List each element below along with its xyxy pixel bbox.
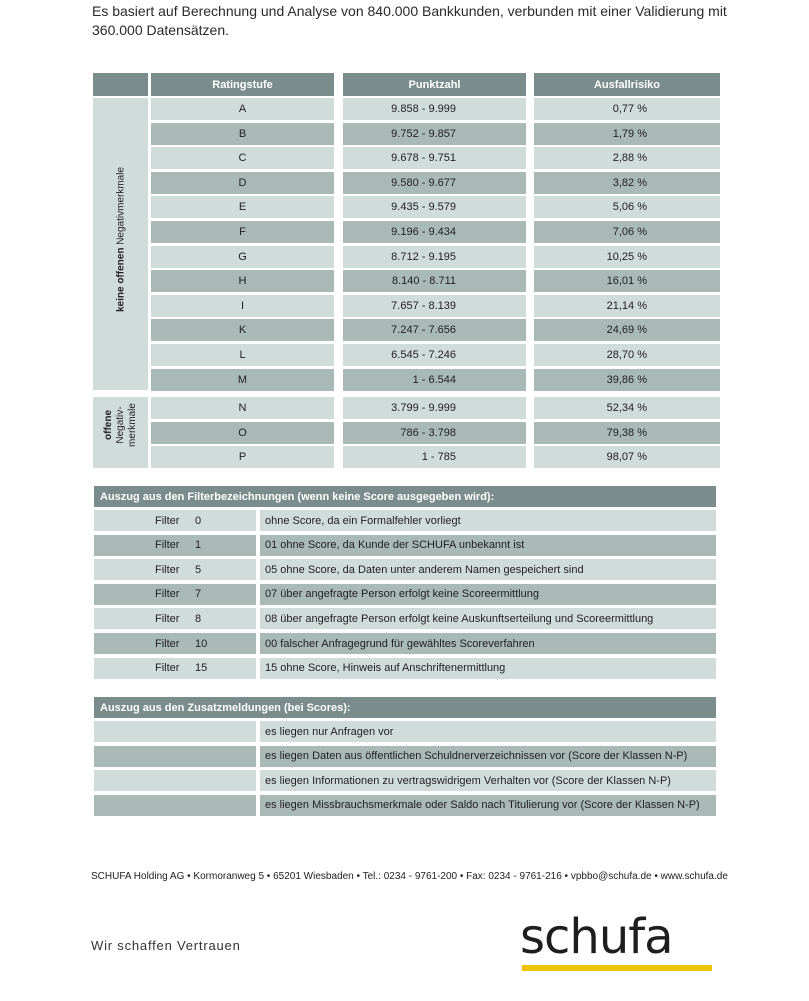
- rating-risk: 2,88 %: [534, 147, 720, 169]
- rating-grade: K: [151, 319, 334, 341]
- rating-points: 9.858 - 9.999: [343, 98, 526, 120]
- additional-section: [94, 697, 716, 819]
- filter-description: ohne Score, da ein Formalfehler vorliegt: [260, 510, 716, 531]
- filter-number: 1: [195, 539, 202, 552]
- filter-section: [94, 486, 716, 676]
- filter-label: Filter: [155, 588, 180, 601]
- intro-text: Es basiert auf Berechnung und Analyse von 840.000 Bankkunden, verbunden mit einer Validierung mit 360.000 Datensätzen.: [92, 3, 727, 38]
- filter-description: 01 ohne Score, da Kunde der SCHUFA unbekannt ist: [260, 535, 716, 556]
- rating-risk: 98,07 %: [534, 446, 720, 468]
- rating-risk: 16,01 %: [534, 270, 720, 292]
- rating-grade: P: [151, 446, 334, 468]
- rating-grade: D: [151, 172, 334, 194]
- tagline: Wir schaffen Vertrauen: [91, 938, 241, 953]
- filter-code: [94, 510, 256, 531]
- rating-points: 7.247 - 7.656: [343, 319, 526, 341]
- rating-grade: C: [151, 147, 334, 169]
- filter-description: 07 über angefragte Person erfolgt keine Scoreermittlung: [260, 584, 716, 605]
- additional-description: es liegen Daten aus öffentlichen Schuldnerverzeichnissen vor (Score der Klassen N-P): [260, 746, 716, 767]
- group-no-negative: [93, 98, 148, 390]
- rating-grade: B: [151, 123, 334, 145]
- filter-number: 7: [195, 588, 202, 601]
- rating-grade: H: [151, 270, 334, 292]
- rating-grade: A: [151, 98, 334, 120]
- rating-risk: 3,82 %: [534, 172, 720, 194]
- filter-label: Filter: [155, 514, 180, 527]
- filter-label: Filter: [155, 612, 180, 625]
- rating-risk: 28,70 %: [534, 344, 720, 366]
- rating-grade: I: [151, 295, 334, 317]
- filter-code: [94, 535, 256, 556]
- rating-risk: 1,79 %: [534, 123, 720, 145]
- filter-code: [94, 658, 256, 679]
- filter-title: Auszug aus den Filterbezeichnungen (wenn keine Score ausgegeben wird):: [94, 486, 716, 507]
- rating-risk: 79,38 %: [534, 422, 720, 444]
- filter-label: Filter: [155, 637, 180, 650]
- rating-points: 1 - 785: [343, 446, 526, 468]
- rating-grade: N: [151, 397, 334, 419]
- group-negative-label: offene Negativ- merkmale: [103, 403, 138, 447]
- additional-code: [94, 795, 256, 816]
- rating-points: 8.712 - 9.195: [343, 246, 526, 268]
- rating-points: 6.545 - 7.246: [343, 344, 526, 366]
- rating-risk: 21,14 %: [534, 295, 720, 317]
- rating-grade: G: [151, 246, 334, 268]
- rating-grade: O: [151, 422, 334, 444]
- filter-number: 15: [195, 662, 208, 675]
- rating-points: 9.752 - 9.857: [343, 123, 526, 145]
- additional-description: es liegen Missbrauchsmerkmale oder Saldo nach Titulierung vor (Score der Klassen N-P): [260, 795, 716, 816]
- footer-address: SCHUFA Holding AG • Kormoranweg 5 • 65201 Wiesbaden • Tel.: 0234 - 9761-200 • Fax: 0234 - 9761-216 • vpbbo@schufa.de • www.schufa.de: [91, 871, 728, 882]
- filter-number: 0: [195, 514, 202, 527]
- additional-title: Auszug aus den Zusatzmeldungen (bei Scores):: [94, 697, 716, 718]
- additional-code: [94, 746, 256, 767]
- rating-risk: 10,25 %: [534, 246, 720, 268]
- rating-risk: 39,86 %: [534, 369, 720, 391]
- filter-description: 08 über angefragte Person erfolgt keine Auskunftserteilung und Scoreermittlung: [260, 608, 716, 629]
- header-risk: Ausfallrisiko: [534, 73, 720, 96]
- rating-grade: F: [151, 221, 334, 243]
- filter-description: 05 ohne Score, da Daten unter anderem Namen gespeichert sind: [260, 559, 716, 580]
- rating-grade: L: [151, 344, 334, 366]
- rating-risk: 24,69 %: [534, 319, 720, 341]
- header-grade: Ratingstufe: [151, 73, 334, 96]
- rating-points: 3.799 - 9.999: [343, 397, 526, 419]
- additional-code: [94, 721, 256, 742]
- rating-risk: 0,77 %: [534, 98, 720, 120]
- logo-bar: [522, 965, 712, 971]
- rating-grade: E: [151, 196, 334, 218]
- filter-number: 8: [195, 612, 202, 625]
- filter-code: [94, 584, 256, 605]
- additional-code: [94, 770, 256, 791]
- rating-risk: 5,06 %: [534, 196, 720, 218]
- rating-risk: 52,34 %: [534, 397, 720, 419]
- filter-description: 00 falscher Anfragegrund für gewähltes Scoreverfahren: [260, 633, 716, 654]
- rating-points: 9.678 - 9.751: [343, 147, 526, 169]
- filter-code: [94, 559, 256, 580]
- filter-label: Filter: [155, 539, 180, 552]
- additional-description: es liegen Informationen zu vertragswidrigem Verhalten vor (Score der Klassen N-P): [260, 770, 716, 791]
- filter-label: Filter: [155, 662, 180, 675]
- filter-label: Filter: [155, 563, 180, 576]
- group-no-negative-label: keine offenen Negativmerkmale: [115, 166, 127, 313]
- additional-description: es liegen nur Anfragen vor: [260, 721, 716, 742]
- filter-code: [94, 608, 256, 629]
- schufa-logo: [520, 909, 712, 975]
- rating-points: 9.435 - 9.579: [343, 196, 526, 218]
- logo-wordmark: schufa: [520, 909, 673, 965]
- filter-number: 10: [195, 637, 208, 650]
- filter-code: [94, 633, 256, 654]
- rating-points: 9.196 - 9.434: [343, 221, 526, 243]
- header-points: Punktzahl: [343, 73, 526, 96]
- rating-points: 786 - 3.798: [343, 422, 526, 444]
- rating-points: 8.140 - 8.711: [343, 270, 526, 292]
- rating-points: 7.657 - 8.139: [343, 295, 526, 317]
- filter-number: 5: [195, 563, 202, 576]
- group-negative: [93, 397, 148, 468]
- rating-points: 9.580 - 9.677: [343, 172, 526, 194]
- rating-grade: M: [151, 369, 334, 391]
- filter-description: 15 ohne Score, Hinweis auf Anschriftenermittlung: [260, 658, 716, 679]
- rating-points: 1 - 6.544: [343, 369, 526, 391]
- rating-risk: 7,06 %: [534, 221, 720, 243]
